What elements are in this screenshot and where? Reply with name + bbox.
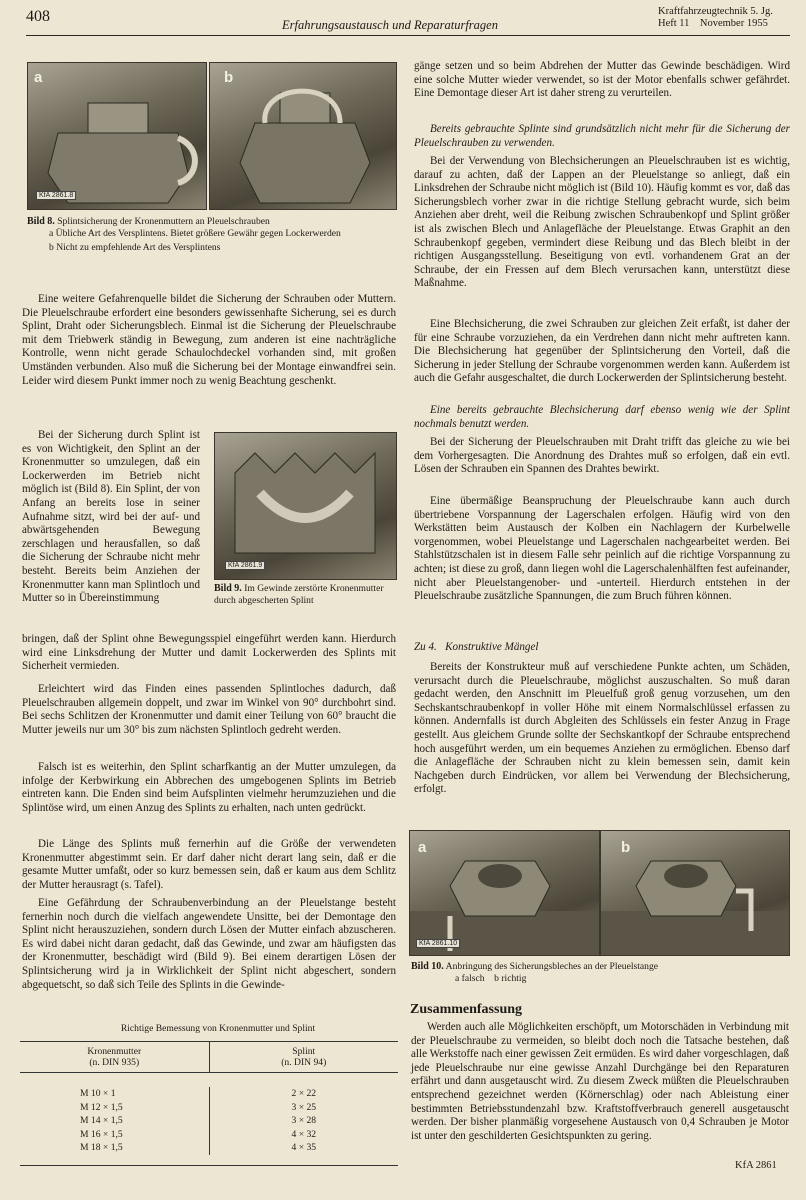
figure-10-caption: [411, 961, 789, 985]
article-signoff: KfA 2861: [735, 1160, 777, 1171]
right-paragraph-1: gänge setzen und so beim Abdrehen der Mutter das Gewinde beschädigen. Wird eine solche Mutter wieder verwendet, so ist der Motor ebenfalls schwer gefährdet. Eine Demontage dieser Art ist daher streng zu verurteilen.: [414, 60, 790, 100]
table-row: [20, 1087, 398, 1101]
figure-9-photo: [214, 432, 397, 580]
table-cell-pin: 3 × 28: [291, 1115, 317, 1126]
figure-8-caption-a: a Übliche Art des Versplintens. Bietet größere Gewähr gegen Lockerwerden: [49, 228, 341, 239]
table-header-pin: [209, 1042, 398, 1073]
right-paragraph-4: Eine Blechsicherung, die zwei Schrauben zur gleichen Zeit erfaßt, ist daher der für eine Schraube vorzuziehen, da ein Verdrehen dann nicht mehr auftreten kann. Die Blechsicherung hat gegenüber der Splintsicherung den Vorteil, daß die Sicherung in jeder Stellung der Schraube vorgenommen werden kann. Außerdem ist auch die Gefahr ausgeschaltet, die durch Lockerwerden der Splintsicherung besteht.: [414, 318, 790, 385]
figure-8-tag: KfA 2861.8: [36, 191, 76, 200]
section-heading-konstruktive-maengel: Zu 4. Konstruktive Mängel: [414, 641, 539, 653]
table-header-pin-label: Splint: [292, 1046, 316, 1057]
figure-10-caption-number: Bild 10.: [411, 961, 444, 972]
left-paragraph-1: Eine weitere Gefahrenquelle bildet die Sicherung der Schrauben oder Muttern. Die Pleuelschraube erfordert eine besonders gewissenhafte Sicherung, sei es durch Splint, Draht oder Sicherungsblech. Einmal ist die Sicherung der Pleuelschraube mit dem Triebwerk ständig in Bewegung, zum anderen ist eine nachträgliche Kontrolle, wenn nicht gerade Schaulochdeckel vorhanden sind, mit großen Umständen verbunden. Also muß die Sicherung bei der Montage einwandfrei sein. Leider wird diesem Punkt immer noch zu wenig Beachtung geschenkt.: [22, 293, 396, 387]
right-paragraph-9: Bereits der Konstrukteur muß auf verschiedene Punkte achten, um Schäden, verursacht durch die Pleuelschraube, möglichst auszuschalten. So muß daran gedacht werden, den Anschnitt im Pleuelfuß groß genug vorzusehen, um den Sechskantschraubenkopf in voller Höhe mit einem Normalschlüssel erfassen zu können. Andernfalls ist durch Abgleiten des Schlüssels ein fester Anzug in Frage gestellt. Aus gleichem Grunde sollte der Sechskantkopf der Schraube entsprechend hoch ausgeführt werden, um ein bequemes Anziehen zu ermöglichen. Ebenso darf die Anlagefläche der Schrauben nicht zu klein bemessen sein, damit kein Nachgeben durch Eindrücken, vor allem bei Verwendung der Blechsicherung, erfolgt.: [414, 661, 790, 796]
right-paragraph-2-emphasis: Bereits gebrauchte Splinte sind grundsätzlich nicht mehr für die Sicherung der Pleuelschrauben zu verwenden.: [414, 123, 790, 149]
right-paragraph-3: Bei der Verwendung von Blechsicherungen an Pleuelschrauben ist es wichtig, darauf zu achten, daß der Lappen an der Pleuelstange so anliegt, daß ein Linksdrehen der Schraube nicht möglich ist (Bild 10). Häufig kommt es vor, daß das Sicherungsblech vorher zwar in die richtige Stellung gebracht wurde, sich beim Anziehen aber dreht, weil die Reibung zwischen Schraubenkopf und Splint größer ist als zwischen Blech und Anlagefläche der Pleuelstange. Etwas Graphit an den Schraubenkopf gegeben, vermindert diese Reibung und das Blech bleibt in der richtigen Ausgangsstellung. Beseitigung von evtl. vorhandenem Grat an der Schraube, der ein Fressen auf dem Blech verursachen kann, unterstützt diese Maßnahme.: [414, 155, 790, 290]
figure-8-caption-b: b Nicht zu empfehlende Art des Versplintens: [49, 242, 221, 253]
section-title: Erfahrungsaustausch und Reparaturfragen: [282, 18, 498, 32]
right-paragraph-6: Bei der Sicherung der Pleuelschrauben mit Draht trifft das gleiche zu wie bei dem Vorhergesagten. Die Anordnung des Drahtes muß so erfolgen, daß ein evtl. Lösen der Schrauben ein Spannen des Drahtes bewirkt.: [414, 436, 790, 476]
spec-table: [20, 1041, 398, 1166]
figure-8-label-b: b: [224, 69, 234, 86]
table-cell-nut: M 12 × 1,5: [20, 1101, 209, 1115]
table-header-nut-norm: (n. DIN 935): [89, 1057, 140, 1068]
figure-10b-photo: [600, 830, 790, 956]
summary-paragraph: Werden auch alle Möglichkeiten erschöpft, um Motorschäden in Verbindung mit der Pleuelschraube zu vermeiden, so bleibt doch noch die Tatsache bestehen, daß alle Werkstoffe nach einer gewissen Zeit ermüden. Es wird daher vorgeschlagen, daß jede Pleuelschraube nur eine gewisse Anzahl Durchgänge bei den Reparaturen erfährt und dann ausgetauscht wird. Zu diesem Zweck müßten die Pleuelschrauben entsprechend gezeichnet werden (Körnerschlag) oder nach Ableistung einer bestimmten Betriebsstundenzahl bzw. Kraftstoffverbrauch generell ausgetauscht werden. Der bisher planmäßig vorgesehene Austausch von 0,4 Schrauben je Motor ist unter den geschilderten Gesichtspunkten zu gering.: [411, 1021, 789, 1142]
figure-10-caption-title: Anbringung des Sicherungsbleches an der Pleuelstange: [445, 961, 659, 972]
table-header-pin-norm: (n. DIN 94): [281, 1057, 327, 1068]
nut-illustration-a: [28, 63, 206, 209]
table-cell-nut: M 18 × 1,5: [20, 1141, 209, 1155]
left-paragraph-3: Erleichtert wird das Finden eines passenden Splintloches dadurch, daß Pleuelschrauben allgemein doppelt, und zwar im Winkel von 90° durchbohrt sind. Bei sechs Schlitzen der Kronenmutter und damit einer Teilung von 60° braucht die Mutter jeweils nur um 30° bis zum nächsten Splintloch gedreht werden.: [22, 683, 396, 736]
header-rule: [26, 35, 790, 36]
right-paragraph-5-emphasis: Eine bereits gebrauchte Blechsicherung darf ebenso wenig wie der Splint nochmals benutzt werden.: [414, 404, 790, 430]
table-cell-pin: 4 × 32: [291, 1128, 317, 1140]
table-row: [20, 1141, 398, 1155]
figure-9-caption-number: Bild 9.: [214, 583, 242, 594]
right-paragraph-7: Eine übermäßige Beanspruchung der Pleuelschraube kann auch durch übertriebene Vorspannung der Lagerschalen erfolgen. Häufig wird von den Werkstätten beim Austausch der Kolben ein Nachlagern der Kurbelwelle vorgenommen, wobei Pleuelstange und Lagerschalen nachgearbeitet werden. Bei Stahlstützschalen ist in diesem Falle sehr peinlich auf die richtige Vorspannung zu achten; ist diese zu groß, dann liegen wohl die Lagerschalenhälften fest aufeinander, nicht aber Pleuelstangenober- und -unterteil. Hierdurch entstehen in der Pleuelschraube zusätzliche Spannungen, die zum Bruch führen können.: [414, 495, 790, 603]
bolt-sheet-illustration-a: [410, 831, 599, 955]
figure-8-caption: [27, 216, 397, 254]
figure-9-tag: KfA 2861.9: [225, 561, 265, 570]
table-cell-pin: 2 × 22: [291, 1088, 317, 1099]
left-paragraph-2-continued: bringen, daß der Splint ohne Bewegungsspiel eingeführt werden kann. Hierdurch wird eine Linksdrehung der Mutter und damit Lockerwerden des Splints mit Sicherheit vermieden.: [22, 633, 396, 673]
table-cell-pin: 4 × 35: [291, 1142, 317, 1153]
page-number: 408: [26, 8, 50, 25]
figure-9-caption-text: Im Gewinde zerstörte Kronenmutter durch abgescherten Splint: [214, 583, 384, 606]
table-row: [20, 1101, 398, 1115]
figure-8a-photo: [27, 62, 207, 210]
spec-table-container: [20, 1041, 398, 1166]
figure-10-label-b: b: [621, 839, 631, 856]
left-paragraph-5: Die Länge des Splints muß fernerhin auf die Größe der verwendeten Kronenmutter abgestimmt sein. Er darf daher nicht derart lang sein, daß er die gesamte Mutter umfaßt, oder so kurz bemessen sein, daß er kaum aus dem Schlitz der Mutter herausragt (s. Tafel).: [22, 838, 396, 891]
journal-line-2: Heft 11 November 1955: [658, 18, 768, 29]
table-header-nut: [20, 1042, 209, 1073]
table-row: [20, 1114, 398, 1128]
figure-10-caption-sub: a falsch b richtig: [455, 973, 527, 984]
table-cell-nut: M 10 × 1: [20, 1087, 209, 1101]
left-paragraph-4: Falsch ist es weiterhin, den Splint scharfkantig an der Mutter umzulegen, da infolge der Kerbwirkung ein Abbrechen des umgebogenen Splints im Betrieb eintreten kann. Die Enden sind beim Aufsplinten vielmehr herumzuziehen und die Splintöse wird, um einen Anzug des Splints zu erhalten, nach unten gedrückt.: [22, 761, 396, 814]
table-cell-nut: M 14 × 1,5: [20, 1114, 209, 1128]
table-header-nut-label: Kronenmutter: [87, 1046, 142, 1057]
table-cell-nut: M 16 × 1,5: [20, 1128, 209, 1142]
table-row: [20, 1128, 398, 1142]
journal-info: [658, 6, 773, 30]
figure-10a-photo: [409, 830, 600, 956]
figure-10-tag: KfA 2861.10: [416, 939, 460, 948]
figure-8-caption-title: Splintsicherung der Kronenmuttern an Pleuelschrauben: [57, 216, 270, 227]
damaged-nut-illustration: [215, 433, 396, 579]
nut-illustration-b: [210, 63, 396, 209]
table-cell-pin: 3 × 25: [291, 1101, 317, 1113]
figure-8b-photo: [209, 62, 397, 210]
figure-10-label-a: a: [418, 839, 427, 856]
figure-8-label-a: a: [34, 69, 43, 86]
left-paragraph-2-wrapped: Bei der Sicherung durch Splint ist es von Wichtigkeit, den Splint an der Kronenmutter so umzulegen, daß ein Lockerwerden im Betrieb nicht möglich ist (Bild 8). Ein Splint, der von Anfang an bereits lose in seiner Aufnahme sitzt, wird bei der auf- und abwärtsgehenden Bewegung zerschlagen und herausfallen, so daß die Sicherung der Schraube nicht mehr besteht. Bereits beim Anziehen der Kronenmutter kann man Splintloch und Mutter so in Übereinstimmung: [22, 429, 200, 605]
journal-line-1: Kraftfahrzeugtechnik 5. Jg.: [658, 6, 773, 17]
summary-heading: Zusammenfassung: [410, 1002, 523, 1017]
table-title: Richtige Bemessung von Kronenmutter und Splint: [120, 1023, 316, 1034]
left-paragraph-6: Eine Gefährdung der Schraubenverbindung an der Pleuelstange besteht fernerhin noch durch die vielfach angewendete Unsitte, bei der Demontage den Splint nicht herauszuziehen, sondern durch Lösen der Mutter einfach abzuscheren. Es wird dabei nicht daran gedacht, daß das Gewinde, und zwar am häufigsten das der Kronenmutter, beschädigt wird (Bild 9). Bei einem derartigen Lösen der Splintsicherung wird ja in Wirklichkeit der Splint nicht abgeschert, sondern abgequetscht, so daß sich Teile des Splints in die Gewinde-: [22, 897, 396, 991]
figure-9-caption: [214, 583, 396, 607]
figure-8-caption-number: Bild 8.: [27, 216, 55, 227]
